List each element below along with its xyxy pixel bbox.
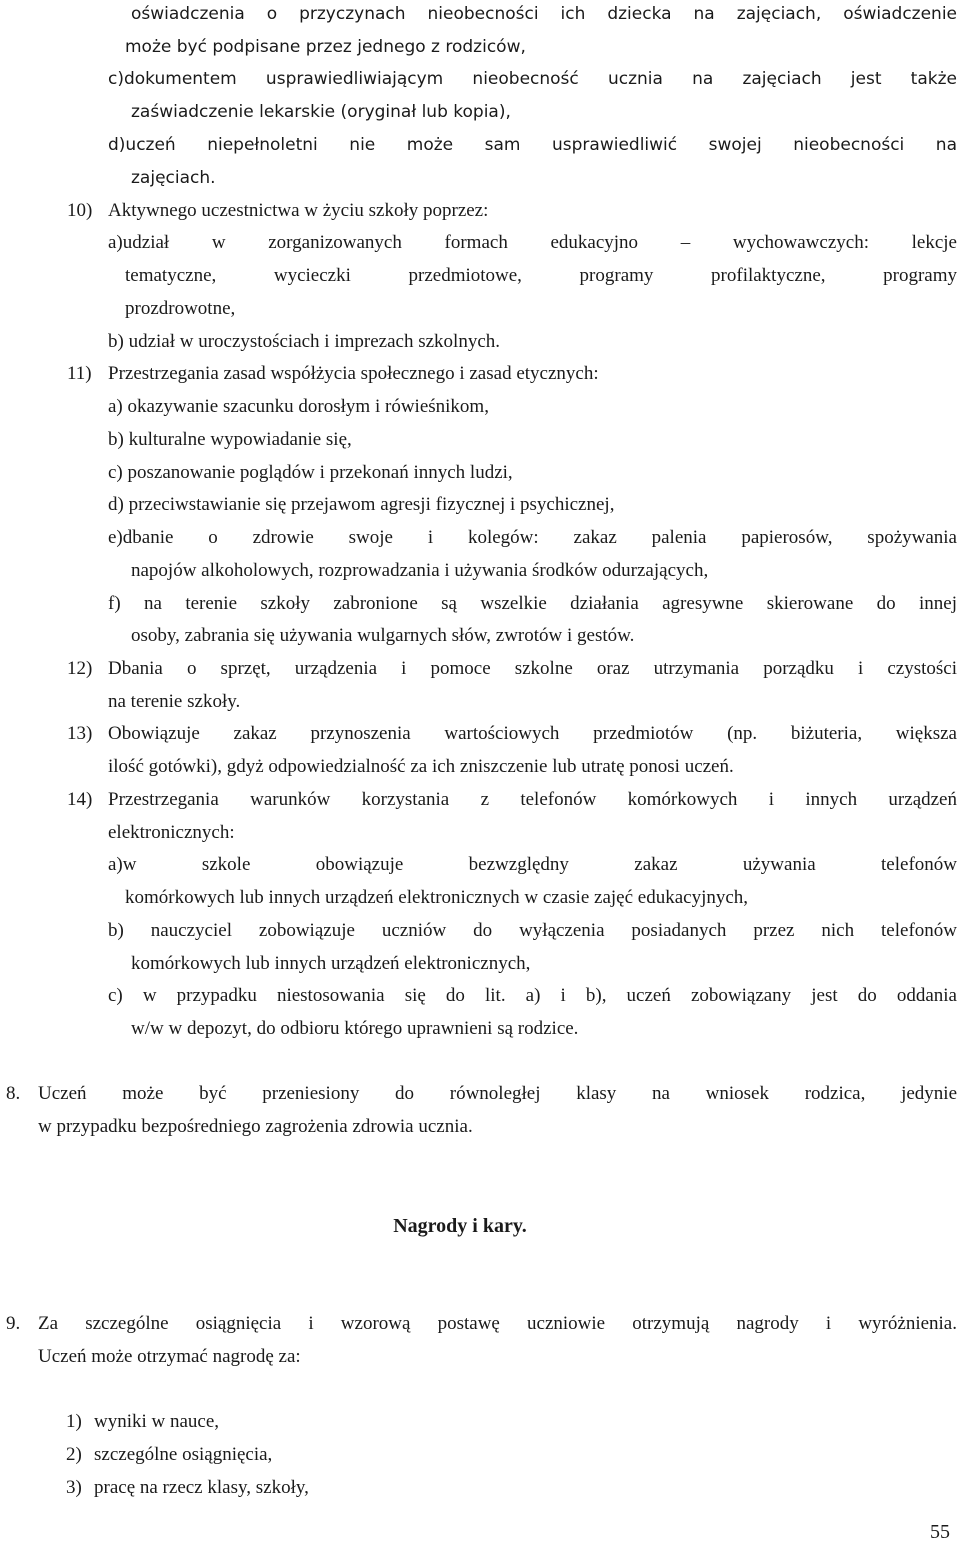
text-line: Uczeń może otrzymać nagrodę za: [38,1346,301,1367]
text-line: szczególne osiągnięcia, [94,1444,273,1465]
page-number: 55 [930,1521,950,1543]
list-number: 12) [67,658,93,679]
text-line: może być podpisane przez jednego z rodziców, [125,37,526,57]
text-line: oświadczenia o przyczynach nieobecności ich dziecka na zajęciach, oświadczenie [131,4,957,24]
text-line: Przestrzegania zasad współżycia społecznego i zasad etycznych: [108,363,599,384]
list-number: 3) [66,1477,82,1498]
text-line: Aktywnego uczestnictwa w życiu szkoły poprzez: [108,200,489,221]
text-line: c) poszanowanie poglądów i przekonań innych ludzi, [108,462,513,483]
list-number: 8. [6,1083,21,1104]
section-heading: Nagrody i kary. [393,1215,527,1237]
text-line: ilość gotówki), gdyż odpowiedzialność za ich zniszczenie lub utratę ponosi uczeń. [108,756,734,777]
text-line: na terenie szkoły. [108,691,241,712]
text-line: napojów alkoholowych, rozprowadzania i używania środków odurzających, [131,560,709,581]
list-number: 14) [67,789,93,810]
text-line: tematyczne, wycieczki przedmiotowe, programy profilaktyczne, programy [125,265,957,286]
list-number: 11) [67,363,92,384]
text-line: zajęciach. [131,168,216,188]
text-line: Dbania o sprzęt, urządzenia i pomoce szkolne oraz utrzymania porządku i czystości [108,658,957,679]
text-line: a) okazywanie szacunku dorosłym i rówieśnikom, [108,396,489,417]
text-line: komórkowych lub innych urządzeń elektronicznych w czasie zajęć edukacyjnych, [125,887,749,908]
text-line: c)dokumentem usprawiedliwiającym nieobecność ucznia na zajęciach jest także [108,69,957,89]
text-line: osoby, zabrania się używania wulgarnych słów, zwrotów i gestów. [131,625,635,646]
text-line: f) na terenie szkoły zabronione są wszelkie działania agresywne skierowane do innej [108,593,957,614]
text-line: e)dbanie o zdrowie swoje i kolegów: zakaz palenia papierosów, spożywania [108,527,957,548]
text-line: a)w szkole obowiązuje bezwzględny zakaz używania telefonów [108,854,957,875]
text-line: zaświadczenie lekarskie (oryginał lub kopia), [131,102,511,122]
text-line: komórkowych lub innych urządzeń elektronicznych, [131,953,531,974]
text-line: b) udział w uroczystościach i imprezach szkolnych. [108,331,500,352]
text-line: d)uczeń niepełnoletni nie może sam usprawiedliwić swojej nieobecności na [108,135,957,155]
text-line: prozdrowotne, [125,298,236,319]
text-line: Uczeń może być przeniesiony do równoległej klasy na wniosek rodzica, jedynie [38,1083,957,1104]
text-line: w/w w depozyt, do odbioru którego uprawnieni są rodzice. [131,1018,579,1039]
text-line: Za szczególne osiągnięcia i wzorową postawę uczniowie otrzymują nagrody i wyróżnienia. [38,1313,957,1334]
text-line: Obowiązuje zakaz przynoszenia wartościowych przedmiotów (np. biżuteria, większa [108,723,957,744]
list-number: 13) [67,723,93,744]
text-line: b) nauczyciel zobowiązuje uczniów do wyłączenia posiadanych przez nich telefonów [108,920,957,941]
list-number: 10) [67,200,93,221]
text-line: wyniki w nauce, [94,1411,220,1432]
text-line: elektronicznych: [108,822,235,843]
text-line: c) w przypadku niestosowania się do lit. a) i b), uczeń zobowiązany jest do oddania [108,985,957,1006]
text-line: b) kulturalne wypowiadanie się, [108,429,352,450]
text-line: w przypadku bezpośredniego zagrożenia zdrowia ucznia. [38,1116,473,1137]
list-number: 9. [6,1313,21,1334]
text-line: d) przeciwstawianie się przejawom agresji fizycznej i psychicznej, [108,494,615,515]
text-line: Przestrzegania warunków korzystania z telefonów komórkowych i innych urządzeń [108,789,957,810]
text-line: a)udział w zorganizowanych formach edukacyjno – wychowawczych: lekcje [108,232,957,253]
list-number: 2) [66,1444,82,1465]
list-number: 1) [66,1411,82,1432]
text-line: pracę na rzecz klasy, szkoły, [94,1477,309,1498]
